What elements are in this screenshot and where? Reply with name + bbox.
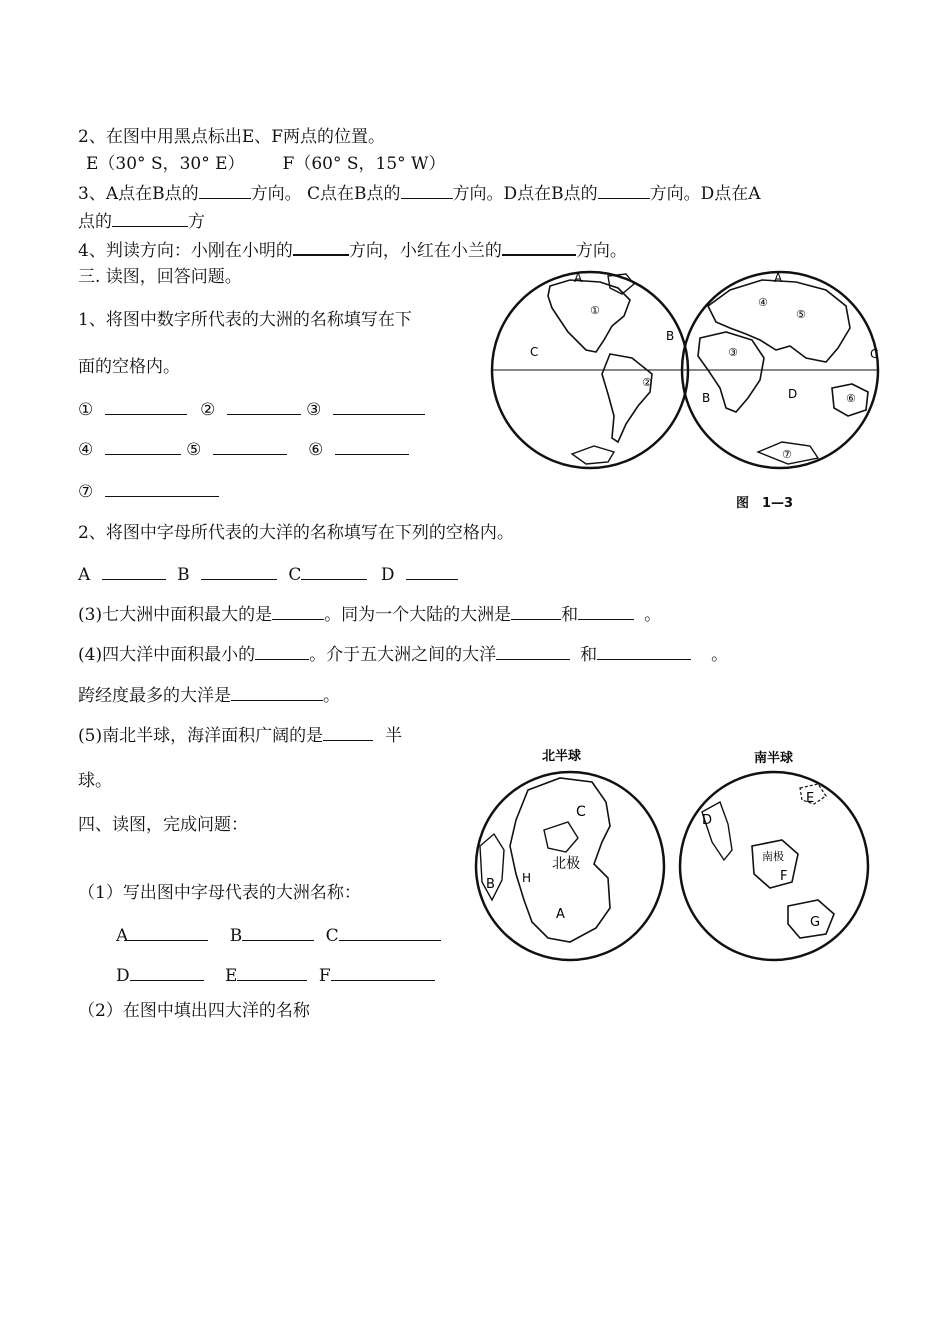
south-pole-label: 南极: [762, 850, 784, 863]
answer-blank[interactable]: [331, 964, 435, 981]
answer-blank[interactable]: [293, 238, 349, 256]
s4-q2: （2）在图中填出四大洋的名称: [78, 1001, 310, 1021]
answer-blank[interactable]: [102, 563, 166, 580]
label-c: C: [576, 804, 586, 820]
answer-blank[interactable]: [105, 398, 187, 415]
label-g: G: [810, 915, 821, 930]
label-d: D: [702, 813, 713, 828]
s3-q5: (5)南北半球，海洋面积广阔的是 半: [78, 726, 403, 746]
continent-blanks-row2: ④ ⑤ ⑥: [78, 438, 409, 461]
label-n7: ⑦: [782, 448, 792, 461]
s4-row2: D E F: [116, 964, 435, 987]
answer-blank[interactable]: [237, 964, 307, 981]
answer-blank[interactable]: [323, 724, 373, 741]
label-e: E: [806, 791, 815, 806]
label-n4: ④: [758, 296, 768, 309]
north-pole-label: 北极: [552, 856, 580, 872]
answer-blank[interactable]: [128, 924, 208, 941]
section4-title: 四、读图，完成问题：: [78, 815, 248, 835]
continent-blanks-row3: ⑦: [78, 480, 219, 503]
answer-blank[interactable]: [406, 563, 458, 580]
answer-blank[interactable]: [242, 924, 314, 941]
south-hemisphere-title: 南半球: [754, 751, 794, 766]
answer-blank[interactable]: [301, 563, 367, 580]
answer-blank[interactable]: [511, 603, 561, 620]
label-n3: ③: [728, 346, 738, 359]
coords-e: E（30° S，30° E）: [86, 154, 245, 174]
label-n1: ①: [590, 304, 600, 317]
label-b-east: B: [702, 391, 711, 405]
answer-blank[interactable]: [597, 643, 691, 660]
section3-title: 三. 读图，回答问题。: [78, 267, 242, 287]
label-b: B: [486, 877, 495, 892]
s4-q1: （1）写出图中字母代表的大洲名称：: [78, 883, 361, 903]
arctic-island-outline: [544, 822, 578, 852]
s4-row1: A B C: [116, 924, 441, 947]
answer-blank[interactable]: [502, 238, 576, 256]
s3-q1-a: 1、将图中数字所代表的大洲的名称填写在下: [78, 310, 412, 330]
figure1-caption: 图 1—3: [736, 496, 794, 511]
answer-blank[interactable]: [339, 924, 441, 941]
southern-west-landmass-outline: [702, 802, 732, 860]
q4-line: 4、判读方向：小刚在小明的 方向，小红在小兰的 方向。: [78, 238, 627, 262]
answer-blank[interactable]: [130, 964, 204, 981]
answer-blank[interactable]: [335, 438, 409, 455]
label-f: F: [780, 869, 788, 884]
q2-title: 2、在图中用黑点标出E、F两点的位置。: [78, 127, 386, 147]
continent-blanks-row1: ① ② ③: [78, 398, 425, 421]
label-a-west: A: [574, 271, 583, 285]
answer-blank[interactable]: [272, 603, 324, 620]
answer-blank[interactable]: [105, 438, 181, 455]
label-c-west: C: [530, 345, 539, 359]
answer-blank[interactable]: [213, 438, 287, 455]
answer-blank[interactable]: [578, 603, 634, 620]
south-america-outline: [602, 354, 652, 442]
q3-line1: 3、A点在B点的 方向。 C点在B点的 方向。D点在B点的 方向。D点在A: [78, 184, 761, 204]
s3-q4-extra: 跨经度最多的大洋是 。: [78, 686, 340, 706]
label-n5: ⑤: [796, 308, 806, 321]
southern-hemisphere-circle: [680, 772, 868, 960]
q2-coords: [86, 153, 446, 175]
answer-blank[interactable]: [496, 643, 570, 660]
antarctica-outline: [752, 840, 798, 888]
label-d-east: D: [788, 387, 798, 401]
answer-blank[interactable]: [401, 182, 453, 199]
answer-blank[interactable]: [255, 643, 309, 660]
world-hemispheres-map: [490, 266, 890, 496]
label-a-east: A: [774, 271, 783, 285]
label-a: A: [556, 907, 565, 922]
antarctica-west-outline: [572, 446, 614, 464]
label-h: H: [522, 871, 532, 885]
s3-q5-c: 球。: [78, 771, 112, 791]
label-n6: ⑥: [846, 392, 856, 405]
s3-q2: 2、将图中字母所代表的大洋的名称填写在下列的空格内。: [78, 523, 514, 543]
answer-blank[interactable]: [112, 210, 188, 227]
answer-blank[interactable]: [231, 684, 323, 701]
answer-blank[interactable]: [199, 182, 251, 199]
ocean-blanks-row: A B C D: [78, 563, 458, 586]
s3-q1-b: 面的空格内。: [78, 357, 180, 377]
coords-f: F（60° S，15° W）: [282, 154, 446, 174]
label-c-east: C: [870, 347, 879, 361]
answer-blank[interactable]: [105, 480, 219, 497]
polar-hemispheres-map: [470, 742, 870, 982]
north-hemisphere-title: 北半球: [542, 749, 582, 764]
answer-blank[interactable]: [227, 398, 301, 415]
s3-q4: (4)四大洋中面积最小的 。介于五大洲之间的大洋 和 。: [78, 645, 729, 665]
answer-blank[interactable]: [598, 182, 650, 199]
label-n2: ②: [642, 376, 652, 389]
q3-line2: 点的 方: [78, 212, 205, 232]
answer-blank[interactable]: [201, 563, 277, 580]
north-america-outline: [548, 280, 630, 352]
s3-q3: (3)七大洲中面积最大的是 。同为一个大陆的大洲是 和 。: [78, 605, 662, 625]
label-b-west: B: [666, 329, 675, 343]
answer-blank[interactable]: [333, 398, 425, 415]
